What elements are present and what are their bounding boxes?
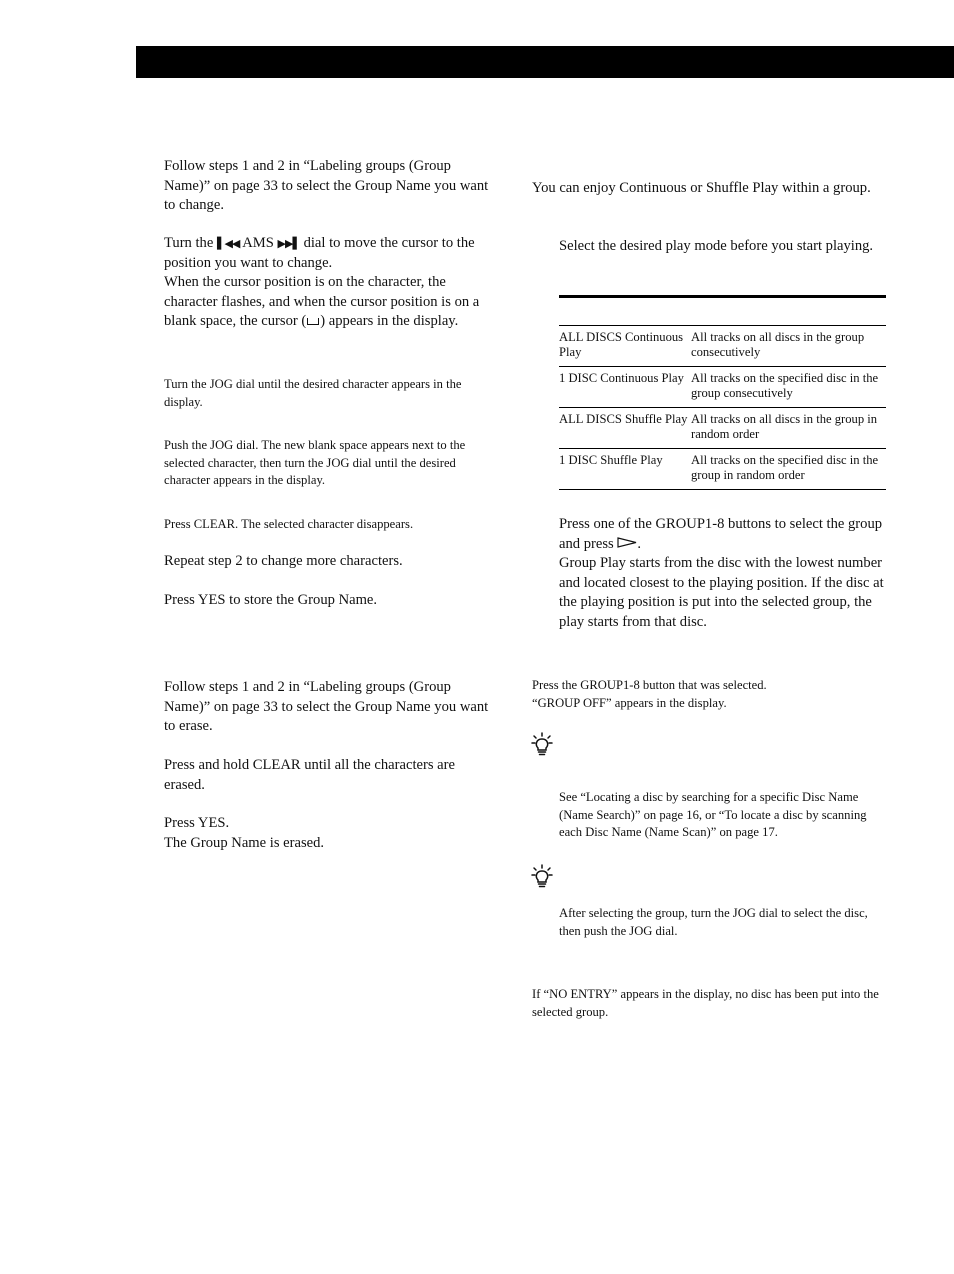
group-play-intro: You can enjoy Continuous or Shuffle Play within a group. [532, 180, 871, 196]
blank-cursor-icon [307, 318, 319, 325]
erase-step-3-a: Press YES. [164, 815, 230, 831]
rename-option-c: Press CLEAR. The selected character disappears. [164, 517, 414, 531]
tip-1: See “Locating a disc by searching for a specific Disc Name (Name Search)” on page 16, or “To locate a disc by scanning each Disc Name (Name Scan)” on page 17. [559, 790, 867, 840]
cancel-group-play-b: “GROUP OFF” appears in the display. [532, 695, 727, 710]
table-row [559, 449, 886, 490]
erase-step-3 [164, 814, 494, 853]
play-icon [617, 537, 637, 548]
mode-description: All tracks on the specified disc in the group consecutively [691, 367, 886, 408]
lightbulb-hint-icon [531, 864, 553, 888]
rename-step-2-post: dial to move the cursor to the position you want to change. [164, 235, 475, 271]
mode-description: All tracks on the specified disc in the group in random order [691, 449, 886, 490]
play-mode-table [559, 325, 886, 490]
group-play-step-2 [559, 515, 889, 632]
rename-step-2 [164, 234, 494, 332]
erase-step-3-b: The Group Name is erased. [164, 834, 325, 851]
mode-name: ALL DISCS Shuffle Play [559, 408, 691, 449]
erase-step-2: Press and hold CLEAR until all the characters are erased. [164, 757, 455, 793]
mode-name: 1 DISC Shuffle Play [559, 449, 691, 490]
header-bar [136, 46, 954, 78]
lightbulb-hint-icon [531, 732, 553, 756]
cancel-group-play-a: Press the GROUP1-8 button that was selected. [532, 678, 767, 692]
table-row [559, 367, 886, 408]
rename-step-2-ams: AMS [242, 235, 274, 251]
rename-step-1: Follow steps 1 and 2 in “Labeling groups (Group Name)” on page 33 to select the Group Name you want to change. [164, 158, 489, 213]
rename-step-4: Press YES to store the Group Name. [164, 592, 378, 608]
table-row [559, 326, 886, 367]
group-play-step-2-b: . [637, 535, 642, 552]
note: If “NO ENTRY” appears in the display, no disc has been put into the selected group. [532, 987, 879, 1019]
group-play-step-1: Select the desired play mode before you start playing. [559, 238, 874, 254]
rename-step-2-note-pre: When the cursor position is on the character, the character flashes, and when the cursor position is on a blank space, the cursor ( [164, 274, 480, 329]
table-top-rule [559, 295, 886, 298]
skip-back-icon: ▌◀◀ [217, 237, 240, 250]
mode-name: 1 DISC Continuous Play [559, 367, 691, 408]
rename-step-3: Repeat step 2 to change more characters. [164, 553, 403, 569]
mode-description: All tracks on all discs in the group in random order [691, 408, 886, 449]
rename-option-a: Turn the JOG dial until the desired character appears in the display. [164, 377, 462, 409]
rename-step-2-note-post: ) appears in the display. [320, 313, 459, 329]
cancel-group-play [532, 677, 872, 712]
rename-step-2-pre: Turn the [164, 235, 214, 251]
table-row [559, 408, 886, 449]
mode-description: All tracks on all discs in the group consecutively [691, 326, 886, 367]
skip-forward-icon: ▶▶▌ [277, 237, 300, 250]
erase-step-1: Follow steps 1 and 2 in “Labeling groups (Group Name)” on page 33 to select the Group Name you want to erase. [164, 679, 489, 734]
group-play-step-2-a: Press one of the GROUP1-8 buttons to select the group and press [559, 516, 883, 552]
mode-name: ALL DISCS Continuous Play [559, 326, 691, 367]
tip-2: After selecting the group, turn the JOG dial to select the disc, then push the JOG dial. [559, 906, 868, 938]
group-play-step-2-note: Group Play starts from the disc with the lowest number and located closest to the playing position. If the disc at the playing position is put into the selected group, the play starts from that disc. [559, 555, 884, 630]
rename-option-b: Push the JOG dial. The new blank space appears next to the selected character, then turn the JOG dial until the desired character appears in the display. [164, 438, 466, 488]
